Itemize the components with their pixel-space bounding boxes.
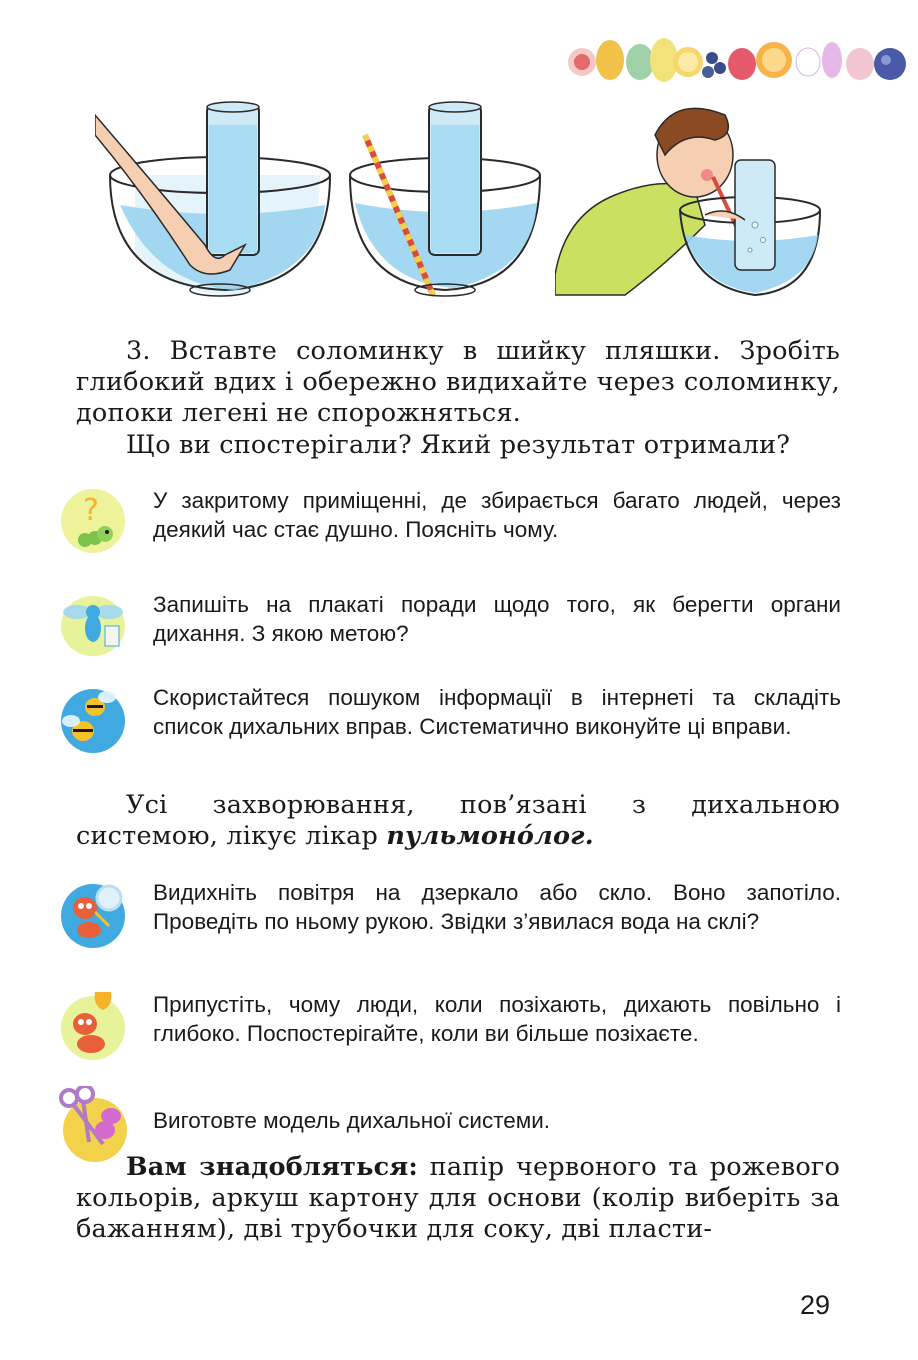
step-3-text: 3. Вставте соломинку в шийку пляшки. Зробіть глибокий вдих і обережно видихайте через соломинку, допоки легені не спорожняться.: [76, 336, 840, 428]
bees-icon: [55, 683, 131, 753]
task-text: Запишіть на плакаті поради щодо того, як берегти органи дихання. З якою метою?: [153, 592, 841, 646]
fruit-decoration: [560, 20, 918, 90]
boy-blowing-straw-illustration: [555, 95, 825, 310]
task-text: Видихніть повітря на дзеркало або скло. Воно запотіло. Проведіть по ньому рукою. Звідки з’явилася вода на склі?: [153, 880, 841, 934]
ant-trophy-icon: [55, 990, 131, 1060]
task-text: Припустіть, чому люди, коли позіхають, дихають повільно і глибоко. Поспостерігайте, коли ви більше позіхаєте.: [153, 992, 841, 1046]
bowl-bottle-hand-illustration: [95, 95, 335, 310]
task-text: У закритому приміщенні, де збирається багато людей, через деякий час стає душно. Поясніть чому.: [153, 488, 841, 542]
task-text: Скористайтеся пошуком інформації в інтернеті та складіть список дихальних вправ. Систематично виконуйте ці вправи.: [153, 685, 841, 739]
materials-text: Вам знадобляться: папір червоного та рожевого кольорів, аркуш картону для основи (колір виберіть за бажанням), дві трубочки для соку, дві пласти-: [76, 1152, 840, 1244]
materials-label: Вам знадобляться:: [126, 1152, 419, 1182]
dragonfly-writing-icon: [55, 590, 131, 660]
pulmonologist-term: пульмонóлог: [386, 821, 585, 851]
page-number: 29: [799, 1290, 830, 1320]
ant-magnifier-icon: [55, 878, 131, 948]
svg-text:?: ?: [83, 493, 99, 528]
pulmonologist-text: Усі захворювання, пов’язані з дихальною системою, лікує лікар пульмонóлог.: [76, 790, 840, 851]
question-caterpillar-icon: [55, 486, 131, 556]
task-text: Виготовте модель дихальної системи.: [153, 1108, 551, 1133]
step-3-question: Що ви спостерігали? Який результат отримали?: [126, 430, 791, 460]
bowl-bottle-straw-illustration: [345, 95, 545, 310]
